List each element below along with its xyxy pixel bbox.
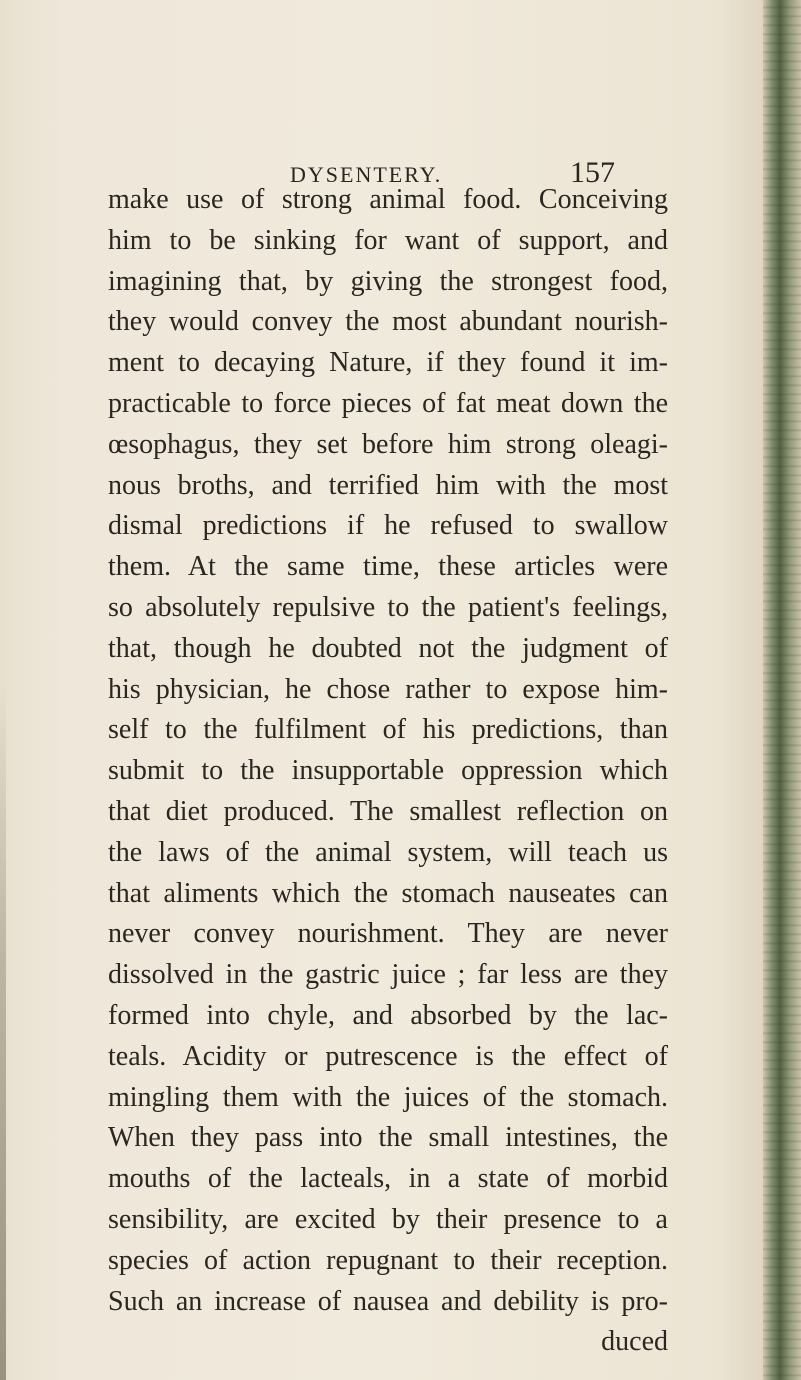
text-line: œsophagus, they set before him strong oleagi- [108,428,668,460]
page-edge-shadow [0,680,6,1380]
text-line: dissolved in the gastric juice ; far less are they [108,959,668,991]
text-line: they would convey the most abundant nourish- [108,306,668,338]
text-line: make use of strong animal food. Conceiving [108,184,668,215]
text-line: the laws of the animal system, will teach us [108,836,668,868]
text-line: dismal predictions if he refused to swallow [108,510,668,542]
text-line: submit to the insupportable oppression which [108,755,668,787]
text-line: so absolutely repulsive to the patient's feelings, [108,591,668,623]
text-line: When they pass into the small intestines, the [108,1122,668,1154]
text-line: teals. Acidity or putrescence is the effect of [108,1040,668,1072]
text-line: species of action repugnant to their reception. [108,1244,668,1276]
text-line: never convey nourishment. They are never [108,918,668,950]
text-line: formed into chyle, and absorbed by the lac- [108,999,668,1031]
text-line: that aliments which the stomach nauseates can [108,877,668,909]
text-line: that, though he doubted not the judgment of [108,632,668,664]
catchword: duced [601,1326,668,1358]
running-head: DYSENTERY. [290,162,443,187]
text-line: nous broths, and terrified him with the most [108,469,668,501]
body-text [108,180,668,1363]
text-line: imagining that, by giving the strongest food, [108,265,668,297]
text-line: ment to decaying Nature, if they found it im- [108,347,668,379]
text-line: that diet produced. The smallest reflection on [108,795,668,827]
text-line: sensibility, are excited by their presence to a [108,1203,668,1235]
text-line: Such an increase of nausea and debility is pro- [108,1285,668,1317]
text-line: practicable to force pieces of fat meat down the [108,387,668,419]
text-line: his physician, he chose rather to expose him- [108,673,668,705]
book-spine-edge [763,0,801,1380]
page-number: 157 [570,156,615,189]
text-line: them. At the same time, these articles were [108,551,668,583]
text-line: mouths of the lacteals, in a state of morbid [108,1163,668,1195]
text-line: him to be sinking for want of support, and [108,224,668,256]
text-line: self to the fulfilment of his predictions, than [108,714,668,746]
text-line: mingling them with the juices of the stomach. [108,1081,668,1113]
